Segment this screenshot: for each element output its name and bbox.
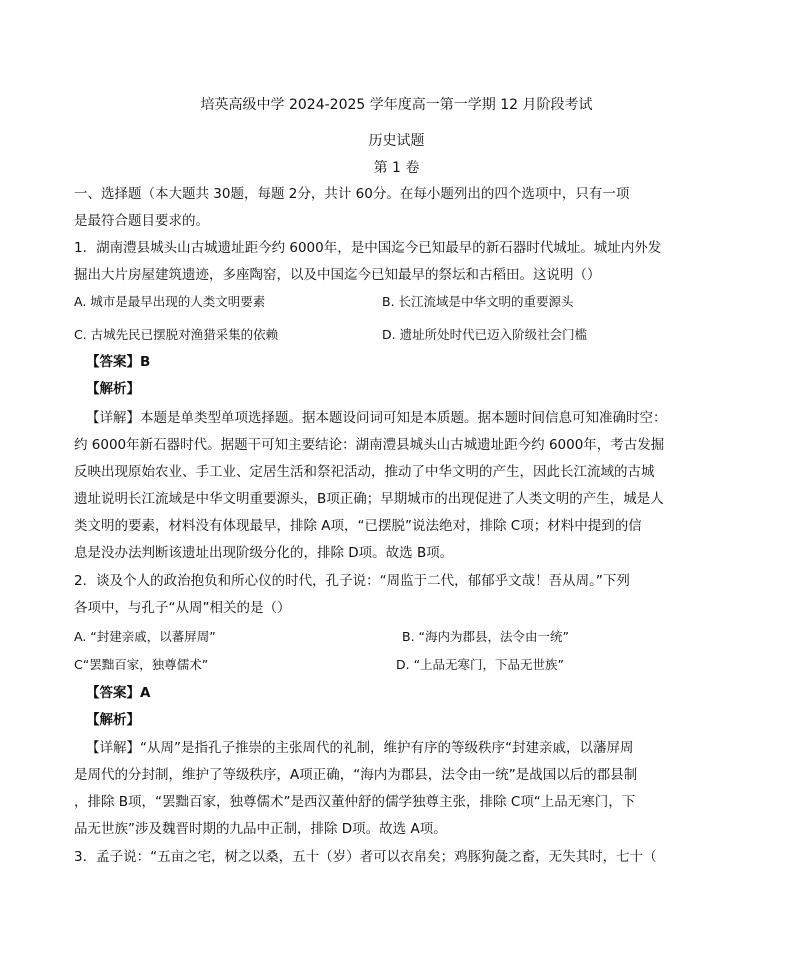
q2-option-d: D. “上品无寒门，下品无世族”	[396, 657, 565, 672]
q1-stem-line-2: 掘出大片房屋建筑遗迹，多座陶窑，以及中国迄今已知最早的祭坛和古稻田。这说明（）	[74, 267, 601, 283]
q2-stem-line-2: 各项中，与孔子“从周”相关的是（）	[74, 600, 291, 616]
q1-detail-line-2: 约 6000年新石器时代。据题干可知主要结论：湖南澧县城头山古城遗址距今约 6000年，考古发掘	[74, 437, 665, 453]
q2-detail-line-2: 是周代的分封制，维护了等级秩序，A项正确，“海内为郡县，法令由一统”是战国以后的郡县制	[74, 767, 638, 783]
section-intro-line-1: 一、选择题（本大题共 30题，每题 2分，共计 60分。在每小题列出的四个选项中，只有一项	[74, 186, 630, 202]
section-intro-line-2: 是最符合题目要求的。	[74, 213, 209, 229]
volume-label: 第 1 卷	[373, 160, 420, 176]
q2-detail-line-3: ，排除 B项，“罢黜百家，独尊儒术”是西汉董仲舒的儒学独尊主张，排除 C项“上品无寒门，下	[74, 794, 636, 810]
q2-option-a: A. “封建亲戚，以蕃屏周”	[74, 629, 216, 644]
q2-answer: 【答案】A	[86, 685, 151, 701]
q1-detail-line-6: 息是没办法判断该遗址出现阶级分化的，排除 D项。故选 B项。	[74, 545, 454, 561]
q2-option-b: B. “海内为郡县，法令由一统”	[402, 629, 569, 644]
q2-option-c: C“罢黜百家，独尊儒术”	[74, 657, 209, 672]
q1-detail-line-3: 反映出现原始农业、手工业、定居生活和祭祀活动，推动了中华文明的产生，因此长江流域的古城	[74, 464, 655, 480]
q2-stem-line-1: 2．谈及个人的政治抱负和所心仪的时代，孔子说：“周监于二代，郁郁乎文哉！吾从周。”下列	[74, 573, 630, 589]
q2-analysis-label: 【解析】	[86, 712, 140, 728]
q1-analysis-label: 【解析】	[86, 381, 140, 397]
q1-detail-line-5: 类文明的要素，材料没有体现最早，排除 A项，“已摆脱”说法绝对，排除 C项；材料中提到的信	[74, 518, 642, 534]
subject-title: 历史试题	[368, 133, 425, 149]
q1-detail-line-1: 【详解】本题是单类型单项选择题。据本题设问词可知是本质题。据本题时间信息可知准确时空：	[86, 410, 667, 426]
exam-title: 培英高级中学 2024-2025 学年度高一第一学期 12 月阶段考试	[200, 97, 593, 113]
q2-detail-line-1: 【详解】“从周”是指孔子推崇的主张周代的礼制，维护有序的等级秩序“封建亲戚，以藩屏周	[86, 740, 634, 756]
q2-detail-line-4: 品无世族”涉及魏晋时期的九品中正制，排除 D项。故选 A项。	[74, 821, 447, 837]
q1-option-c: C. 古城先民已摆脱对渔猎采集的依赖	[74, 327, 279, 342]
q3-stem-line-1: 3．孟子说：“五亩之宅，树之以桑，五十（岁）者可以衣帛矣；鸡豚狗彘之畜，无失其时，七十（	[74, 849, 657, 865]
q1-stem-line-1: 1．湖南澧县城头山古城遗址距今约 6000年，是中国迄今已知最早的新石器时代城址。城址内外发	[74, 240, 662, 256]
q1-answer: 【答案】B	[86, 354, 151, 370]
q1-detail-line-4: 遗址说明长江流域是中华文明重要源头，B项正确；早期城市的出现促进了人类文明的产生，城是人	[74, 491, 664, 507]
q1-option-b: B. 长江流域是中华文明的重要源头	[382, 294, 574, 309]
q1-option-a: A. 城市是最早出现的人类文明要素	[74, 294, 266, 309]
q1-option-d: D. 遗址所处时代已迈入阶级社会门槛	[382, 327, 588, 342]
